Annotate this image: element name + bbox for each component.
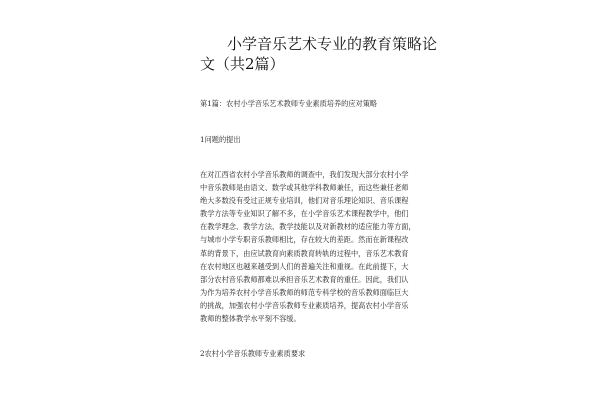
- paragraph-line: 教学方法等专业知识了解不多，在小学音乐艺术课程教学中，他们: [200, 209, 409, 219]
- paragraph-line: 部分农村音乐教师都难以承担音乐艺术教育的重任。因此，我们认: [200, 274, 409, 284]
- paragraph-line: 在农村地区也越来越受到人们的普遍关注和重视。在此前提下，大: [200, 261, 409, 271]
- paragraph-line: 教师的整体教学水平刻不容缓。: [200, 314, 301, 324]
- paragraph-line: 与城市小学专职音乐教师相比，存在较大的差距。然而在新课程改: [200, 235, 409, 245]
- title-line-2: 文（共2篇）: [200, 55, 285, 73]
- paragraph-line: 革的背景下，由应试教育向素质教育转轨的过程中，音乐艺术教育: [200, 248, 409, 258]
- paragraph-line: 在对江西省农村小学音乐教师的调查中，我们发现大部分农村小学: [200, 170, 409, 179]
- paragraph-line: 的挑战，加强农村小学音乐教师专业素质培养，提高农村小学音乐: [200, 300, 409, 310]
- document-title: [200, 34, 440, 74]
- title-line-1: 小学音乐艺术专业的教育策略论: [227, 35, 438, 53]
- paragraph-line: 中音乐教师是由语文、数学或其他学科教师兼任，而这些兼任老师: [200, 183, 409, 193]
- subheading-problem: 1问题的提出: [200, 135, 241, 144]
- paragraph-line: 在教学理念、教学方法、教学技能以及对新教材的适应能力等方面，: [200, 222, 416, 232]
- body-paragraph: [200, 168, 416, 325]
- paragraph-line: 绝大多数没有受过正规专业培训，他们对音乐理论知识、音乐课程: [200, 196, 409, 206]
- section-heading: 第1篇：农村小学音乐艺术教师专业素质培养的应对策略: [200, 99, 378, 108]
- paragraph-line: 为作为培养农村小学音乐教师的师范专科学校的音乐教师面临巨大: [200, 287, 409, 297]
- subheading-requirements: 2农村小学音乐教师专业素质要求: [200, 349, 306, 358]
